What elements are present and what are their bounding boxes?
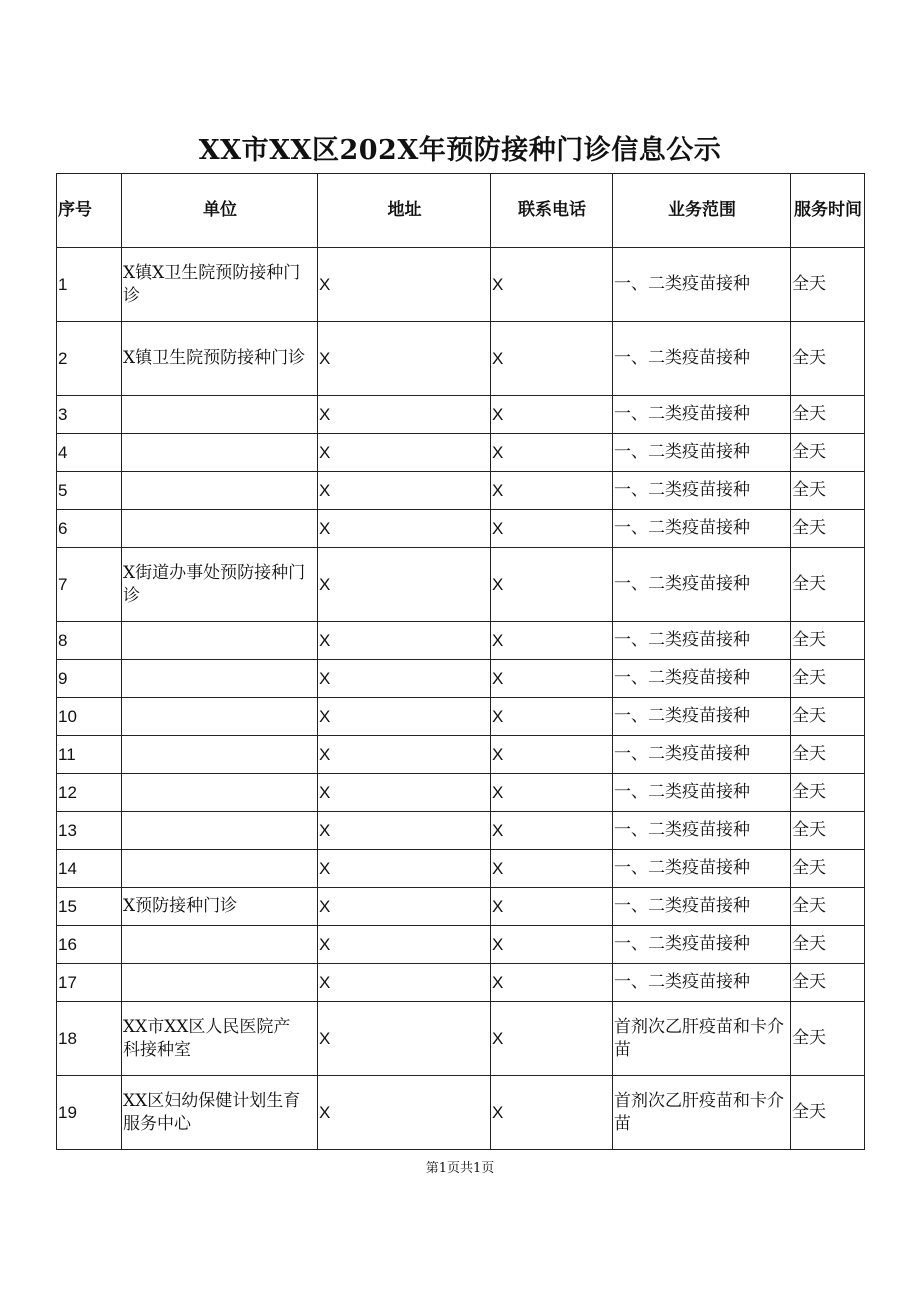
cell-unit [122,964,318,1002]
cell-address: X [318,964,491,1002]
table-row [57,812,865,850]
table-row [57,1076,865,1150]
cell-hours: 全天 [791,698,865,736]
cell-hours: 全天 [791,510,865,548]
cell-seq: 6 [57,510,122,548]
cell-seq: 4 [57,434,122,472]
cell-seq: 5 [57,472,122,510]
cell-scope: 一、二类疫苗接种 [613,548,791,622]
cell-address: X [318,660,491,698]
table-row [57,774,865,812]
cell-scope: 一、二类疫苗接种 [613,322,791,396]
cell-unit [122,736,318,774]
cell-address: X [318,510,491,548]
cell-phone: X [491,1002,613,1076]
table-row [57,622,865,660]
cell-seq: 9 [57,660,122,698]
table-row [57,888,865,926]
cell-phone: X [491,774,613,812]
cell-unit: X镇X卫生院预防接种门诊 [122,248,318,322]
cell-unit [122,396,318,434]
table-row [57,660,865,698]
cell-phone: X [491,510,613,548]
cell-address: X [318,1076,491,1150]
cell-seq: 15 [57,888,122,926]
cell-unit: X镇卫生院预防接种门诊 [122,322,318,396]
table-row [57,434,865,472]
header-phone: 联系电话 [491,174,613,248]
cell-seq: 12 [57,774,122,812]
cell-scope: 一、二类疫苗接种 [613,622,791,660]
cell-hours: 全天 [791,322,865,396]
cell-phone: X [491,888,613,926]
table-row [57,548,865,622]
table-row [57,698,865,736]
cell-unit [122,812,318,850]
cell-seq: 1 [57,248,122,322]
cell-phone: X [491,964,613,1002]
table-row [57,396,865,434]
cell-seq: 11 [57,736,122,774]
cell-hours: 全天 [791,248,865,322]
cell-hours: 全天 [791,850,865,888]
cell-hours: 全天 [791,736,865,774]
cell-scope: 首剂次乙肝疫苗和卡介苗 [613,1002,791,1076]
cell-address: X [318,548,491,622]
cell-scope: 一、二类疫苗接种 [613,850,791,888]
cell-scope: 一、二类疫苗接种 [613,964,791,1002]
cell-address: X [318,698,491,736]
cell-seq: 17 [57,964,122,1002]
cell-address: X [318,736,491,774]
cell-seq: 18 [57,1002,122,1076]
cell-phone: X [491,472,613,510]
cell-seq: 14 [57,850,122,888]
cell-unit: X预防接种门诊 [122,888,318,926]
cell-unit [122,850,318,888]
cell-scope: 一、二类疫苗接种 [613,472,791,510]
table-row [57,736,865,774]
table-row [57,472,865,510]
cell-hours: 全天 [791,1076,865,1150]
cell-address: X [318,812,491,850]
cell-seq: 19 [57,1076,122,1150]
header-seq: 序号 [57,174,122,248]
table-row [57,850,865,888]
cell-address: X [318,322,491,396]
cell-address: X [318,926,491,964]
cell-hours: 全天 [791,1002,865,1076]
cell-scope: 一、二类疫苗接种 [613,660,791,698]
cell-phone: X [491,248,613,322]
cell-hours: 全天 [791,926,865,964]
cell-unit [122,660,318,698]
cell-scope: 一、二类疫苗接种 [613,774,791,812]
cell-seq: 13 [57,812,122,850]
cell-address: X [318,472,491,510]
cell-phone: X [491,322,613,396]
cell-hours: 全天 [791,888,865,926]
table-row [57,1002,865,1076]
cell-hours: 全天 [791,548,865,622]
header-row [57,174,865,248]
cell-scope: 首剂次乙肝疫苗和卡介苗 [613,1076,791,1150]
header-scope: 业务范围 [613,174,791,248]
header-address: 地址 [318,174,491,248]
cell-unit [122,698,318,736]
cell-phone: X [491,698,613,736]
cell-hours: 全天 [791,812,865,850]
cell-hours: 全天 [791,774,865,812]
cell-scope: 一、二类疫苗接种 [613,888,791,926]
cell-phone: X [491,926,613,964]
cell-scope: 一、二类疫苗接种 [613,510,791,548]
cell-seq: 2 [57,322,122,396]
header-hours: 服务时间 [791,174,865,248]
cell-hours: 全天 [791,964,865,1002]
clinic-info-table [56,173,865,1150]
cell-seq: 7 [57,548,122,622]
cell-scope: 一、二类疫苗接种 [613,812,791,850]
table-row [57,926,865,964]
cell-address: X [318,622,491,660]
cell-address: X [318,434,491,472]
cell-phone: X [491,850,613,888]
cell-hours: 全天 [791,472,865,510]
cell-phone: X [491,396,613,434]
cell-address: X [318,888,491,926]
cell-address: X [318,396,491,434]
cell-hours: 全天 [791,660,865,698]
cell-address: X [318,1002,491,1076]
cell-scope: 一、二类疫苗接种 [613,396,791,434]
cell-address: X [318,248,491,322]
cell-unit [122,926,318,964]
cell-scope: 一、二类疫苗接种 [613,248,791,322]
cell-unit: XX市XX区人民医院产科接种室 [122,1002,318,1076]
cell-scope: 一、二类疫苗接种 [613,698,791,736]
cell-hours: 全天 [791,622,865,660]
cell-seq: 8 [57,622,122,660]
cell-address: X [318,850,491,888]
cell-hours: 全天 [791,434,865,472]
cell-phone: X [491,736,613,774]
table-row [57,510,865,548]
cell-unit [122,472,318,510]
cell-phone: X [491,622,613,660]
document-title: XX市XX区202X年预防接种门诊信息公示 [198,135,722,166]
cell-unit [122,622,318,660]
table-row [57,248,865,322]
table-row [57,964,865,1002]
cell-unit [122,774,318,812]
cell-phone: X [491,812,613,850]
cell-hours: 全天 [791,396,865,434]
cell-phone: X [491,548,613,622]
cell-phone: X [491,660,613,698]
cell-unit: X街道办事处预防接种门诊 [122,548,318,622]
table-row [57,322,865,396]
cell-unit [122,434,318,472]
cell-phone: X [491,1076,613,1150]
cell-scope: 一、二类疫苗接种 [613,926,791,964]
header-unit: 单位 [122,174,318,248]
cell-scope: 一、二类疫苗接种 [613,434,791,472]
cell-seq: 10 [57,698,122,736]
cell-address: X [318,774,491,812]
cell-unit: XX区妇幼保健计划生育服务中心 [122,1076,318,1150]
cell-phone: X [491,434,613,472]
page-footer: 第1页共1页 [425,1161,495,1176]
cell-seq: 3 [57,396,122,434]
cell-scope: 一、二类疫苗接种 [613,736,791,774]
cell-seq: 16 [57,926,122,964]
cell-unit [122,510,318,548]
